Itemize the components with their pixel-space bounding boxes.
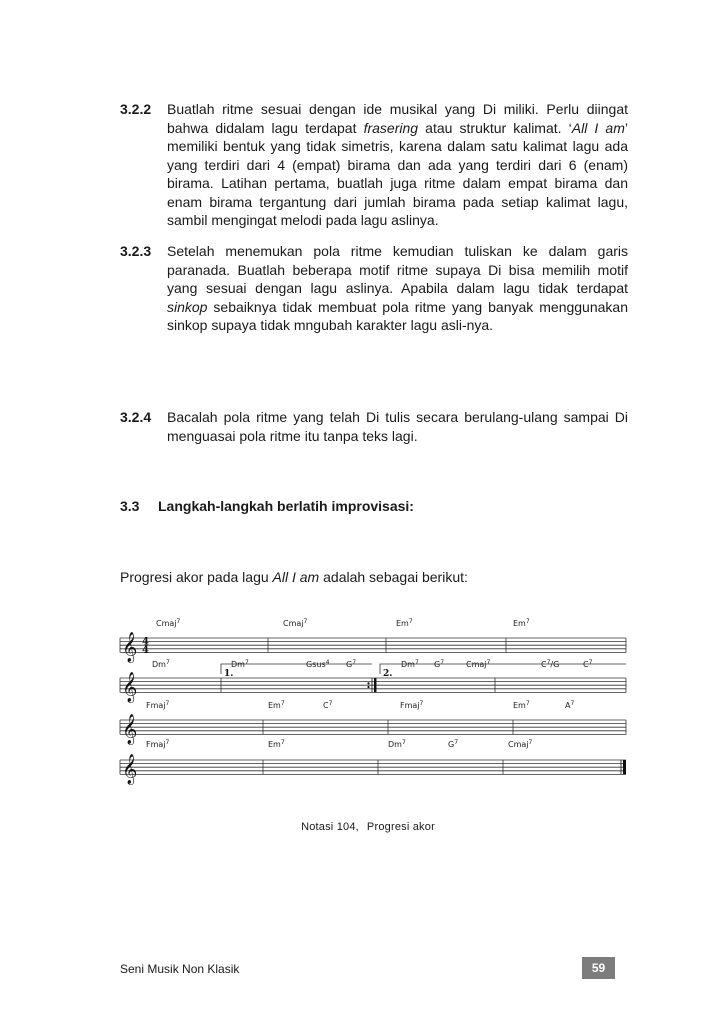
repeat-dot: [367, 686, 369, 688]
chord-symbol: $C^7/G$: [541, 659, 560, 669]
text-run-italic: All I am: [571, 119, 625, 136]
chord-symbol: Cmaj$^7$: [466, 659, 491, 669]
footer-book-title: Seni Musik Non Klasik: [120, 962, 240, 976]
item-text: [167, 408, 628, 445]
chord-symbol: Em$^7$: [268, 739, 285, 749]
intro-paragraph: [120, 569, 468, 585]
item-number: 3.2.2: [120, 101, 152, 117]
chord-symbol: Dm$^7$: [388, 739, 406, 749]
list-item-3-2-2: [120, 100, 628, 230]
section-title: Langkah-langkah berlatih improvisasi:: [158, 498, 414, 514]
section-heading: [120, 498, 414, 514]
time-signature-bottom: 4: [142, 644, 149, 656]
treble-clef-icon: 𝄞: [122, 714, 138, 745]
chord-symbol: Gsus$^4$: [306, 659, 330, 669]
staves: [120, 631, 626, 785]
text-run-italic: frasering: [363, 119, 419, 136]
treble-clef-icon: 𝄞: [122, 672, 138, 703]
chord-symbol: Em$^7$: [513, 700, 530, 710]
chord-symbol: Em$^7$: [268, 700, 285, 710]
text-run: Setelah menemukan pola ritme kemudian tuliskan ke dalam garis paranada. Buatlah beberapa motif ritme supaya Di bisa memilih motif yang sesuai dengan lagu aslinya. Apabila dalam lagu tidak terdapat: [167, 243, 628, 296]
chord-symbol: Dm$^7$: [401, 659, 419, 669]
chord-symbol: Em$^7$: [396, 618, 413, 628]
text-run: ’ memiliki bentuk yang tidak simetris, karena dalam satu kalimat lagu ada yang terdiri dari 4 (empat) birama dan ada yang terdiri dari 6 (enam) birama. Latihan pertama, buatlah juga ritme dalam empat birama dan enam birama tergantung dari jumlah birama pada setiap kalimat lagu, sambil mengingat melodi pada lagu aslinya.: [167, 119, 629, 228]
chord-symbol: $C^7$: [583, 659, 593, 669]
chord-symbol: Em$^7$: [513, 618, 530, 628]
repeat-dot: [367, 682, 369, 684]
item-text: [167, 100, 628, 230]
text-run: Buatlah ritme sesuai dengan ide musikal yang Di miliki. Perlu diingat bahwa didalam lagu terdapat: [167, 101, 628, 136]
intro-text: adalah sebagai berikut:: [319, 569, 468, 585]
figure-caption: [0, 821, 728, 833]
text-run: Bacalah pola ritme yang telah Di tulis secara berulang-ulang sampai Di menguasai pola ritme itu tanpa teks lagi.: [167, 409, 628, 444]
chord-progression-score: [118, 604, 628, 804]
treble-clef-icon: 𝄞: [122, 754, 138, 785]
time-signature-top: 4: [142, 636, 149, 648]
treble-clef-icon: 𝄞: [122, 632, 138, 663]
item-number: 3.2.3: [120, 243, 152, 259]
item-number: 3.2.4: [120, 409, 152, 425]
chord-symbol: $C^7$: [323, 700, 333, 710]
text-run: sebaiknya tidak membuat pola ritme yang banyak menggunakan sinkop supaya tidak mngubah karakter lagu asli-nya.: [167, 298, 628, 333]
chord-symbol: $G^7$: [448, 739, 459, 749]
chord-symbol: Dm$^7$: [152, 659, 170, 669]
text-run-italic: sinkop: [167, 298, 208, 315]
chord-symbol: $A^7$: [565, 700, 575, 710]
item-text: [167, 242, 628, 335]
chord-symbol: Dm$^7$: [231, 659, 249, 669]
final-thick-bar: [623, 760, 626, 774]
chord-symbol: Cmaj$^7$: [508, 739, 533, 749]
volta-label: 1.: [224, 669, 234, 679]
section-number: 3.3: [120, 498, 140, 514]
intro-song-title: All I am: [272, 569, 320, 585]
caption-label: Notasi 104,: [301, 821, 359, 833]
caption-text: Progresi akor: [366, 821, 435, 833]
chord-symbol: Cmaj$^7$: [156, 618, 181, 628]
chord-symbol: Fmaj$^7$: [146, 739, 170, 749]
text-run: atau struktur kalimat. ‘: [418, 119, 572, 136]
page-number: 59: [582, 957, 615, 979]
chord-symbol: $G^7$: [346, 659, 357, 669]
chord-symbol: $G^7$: [434, 659, 445, 669]
chord-symbol: Fmaj$^7$: [146, 700, 170, 710]
chord-symbol: Fmaj$^7$: [400, 700, 424, 710]
chord-symbol: Cmaj$^7$: [283, 618, 308, 628]
volta-label: 2.: [383, 669, 393, 679]
intro-text: Progresi akor pada lagu: [120, 569, 273, 585]
list-item-3-2-4: [120, 408, 628, 445]
repeat-thick-bar: [374, 678, 376, 692]
list-item-3-2-3: [120, 242, 628, 335]
